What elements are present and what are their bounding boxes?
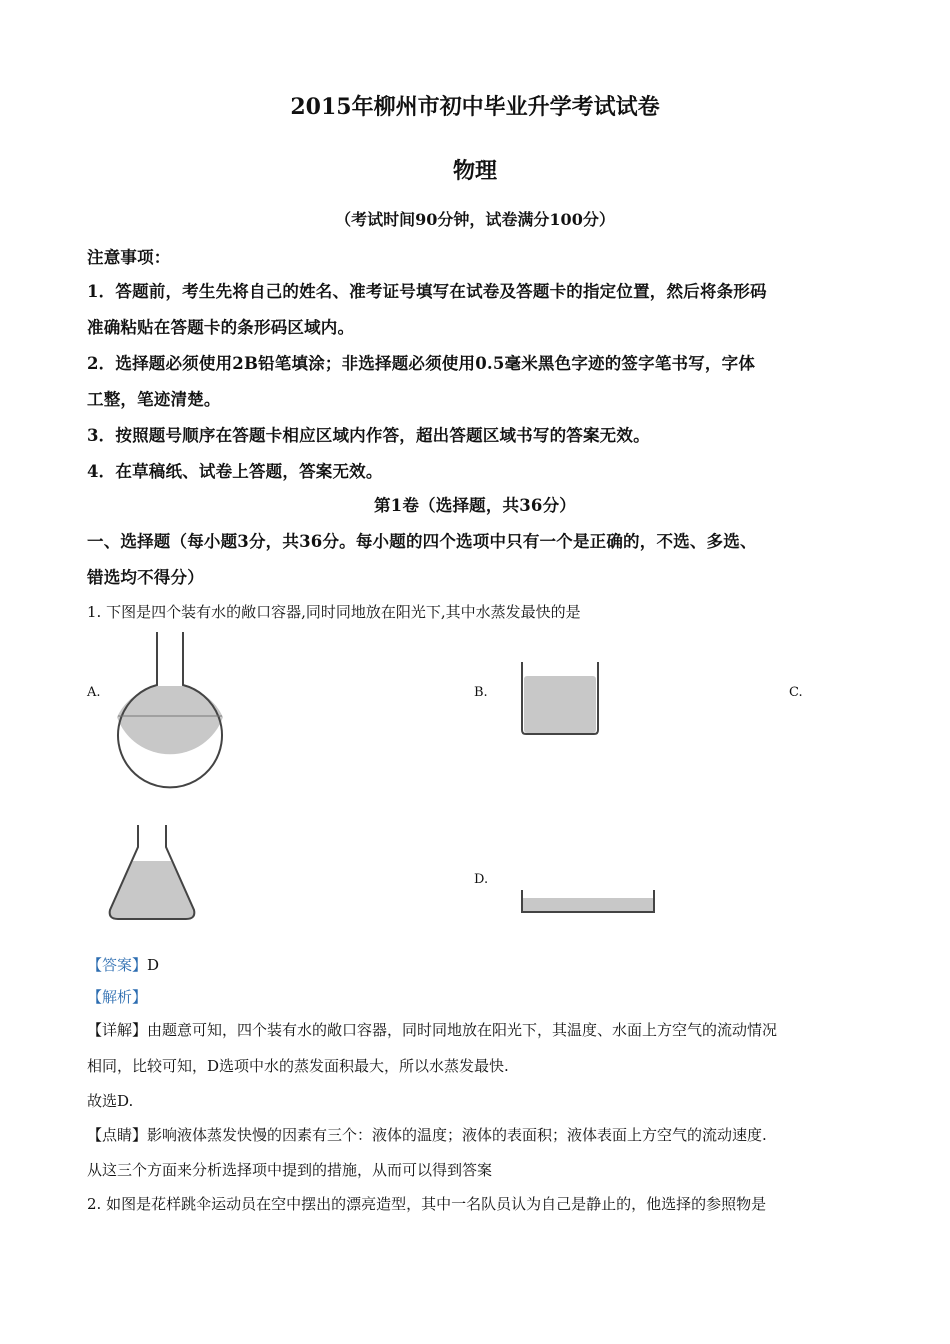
option-c-label: C. [789, 685, 803, 700]
tip-line-2: 从这三个方面来分析选择项中提到的措施，从而可以得到答案 [87, 1161, 493, 1179]
conclusion: 故选D. [87, 1092, 134, 1110]
part-title-line-1: 一、选择题（每小题3分，共36分。每小题的四个选项中只有一个是正确的，不选、多选、 [87, 532, 757, 551]
instruction-1-line-1: 1．答题前，考生先将自己的姓名、准考证号填写在试卷及答题卡的指定位置，然后将条形码 [87, 282, 767, 301]
analysis-tag: 【解析】 [87, 988, 148, 1006]
beaker-icon [518, 662, 602, 736]
round-flask-icon [110, 632, 230, 744]
part-title-line-2: 错选均不得分） [87, 568, 204, 587]
instruction-3: 3．按照题号顺序在答题卡相应区域内作答，超出答题区域书写的答案无效。 [87, 426, 650, 445]
detail-line-2: 相同，比较可知，D选项中水的蒸发面积最大，所以水蒸发最快. [87, 1057, 509, 1075]
detail-line-1 [87, 1019, 777, 1040]
volume-title: 第1卷（选择题，共36分） [373, 496, 577, 515]
exam-title: 2015年柳州市初中毕业升学考试试卷 [290, 94, 660, 120]
detail-tag: 【详解】 [87, 1021, 148, 1039]
answer-value: D [147, 956, 160, 974]
tip-text-1: 影响液体蒸发快慢的因素有三个：液体的温度；液体的表面积；液体表面上方空气的流动速度. [147, 1126, 767, 1144]
question-2-stem: 2. 如图是花样跳伞运动员在空中摆出的漂亮造型，其中一名队员认为自己是静止的，他选择的参照物是 [87, 1195, 767, 1213]
option-a-label: A. [87, 685, 101, 700]
detail-text-1: 由题意可知，四个装有水的敞口容器，同时同地放在阳光下，其温度、水面上方空气的流动情况 [147, 1021, 778, 1039]
exam-duration-note: （考试时间90分钟，试卷满分100分） [335, 210, 615, 229]
instruction-2-line-2: 工整，笔迹清楚。 [87, 390, 221, 409]
tip-line-1 [87, 1124, 767, 1145]
instructions-heading: 注意事项： [87, 248, 171, 267]
conical-flask-icon [104, 825, 200, 923]
instruction-1-line-2: 准确粘贴在答题卡的条形码区域内。 [87, 318, 355, 337]
option-d-label: D. [474, 872, 489, 887]
answer-tag: 【答案】 [87, 956, 148, 974]
instruction-4: 4．在草稿纸、试卷上答题，答案无效。 [87, 462, 383, 481]
tip-tag: 【点睛】 [87, 1126, 148, 1144]
subject-title: 物理 [452, 158, 497, 184]
answer-line [87, 954, 159, 975]
shallow-dish-icon [518, 890, 658, 916]
option-b-label: B. [474, 685, 488, 700]
instruction-2-line-1: 2．选择题必须使用2B铅笔填涂；非选择题必须使用0.5毫米黑色字迹的签字笔书写，字体 [87, 354, 756, 373]
question-1-stem: 1. 下图是四个装有水的敞口容器,同时同地放在阳光下,其中水蒸发最快的是 [87, 603, 581, 621]
